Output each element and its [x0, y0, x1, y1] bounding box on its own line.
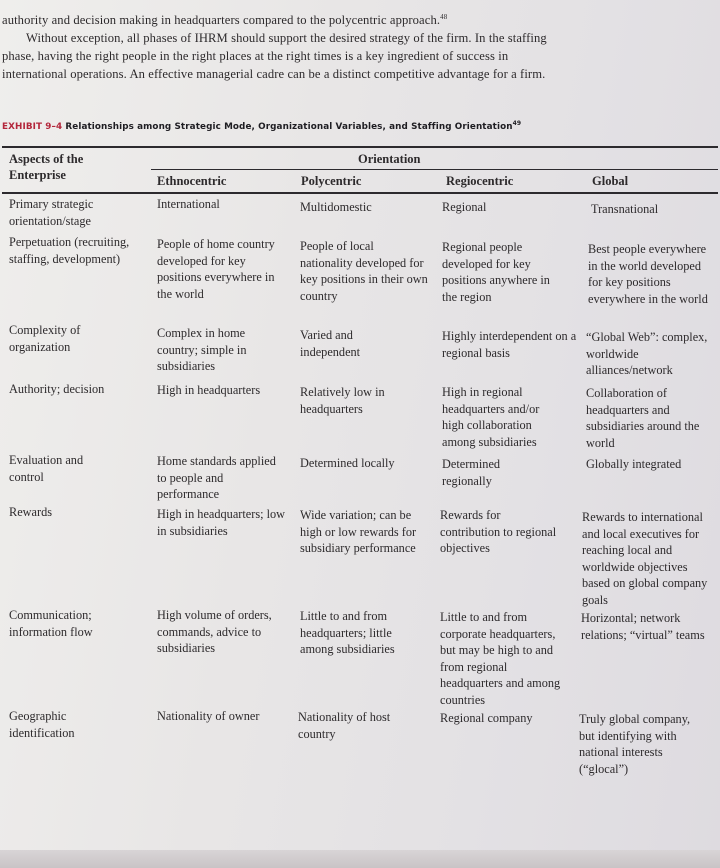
table-cell: Transnational [591, 202, 659, 216]
intro-line-1: authority and decision making in headquarters compared to the polycentric approach.$^{48}$ [2, 13, 448, 28]
table-cell: Complex in home country; simple in subsidiaries [157, 326, 247, 373]
table-cell: People of local nationality developed for key positions in their own country [300, 239, 428, 303]
table-cell: Nationality of owner [157, 709, 260, 723]
row-aspect: Primary strategic orientation/stage [9, 197, 94, 228]
footnote-48: 48 [440, 13, 448, 21]
table-cell: Collaboration of headquarters and subsidiaries around the world [586, 386, 700, 450]
table-cell: International [157, 197, 220, 211]
intro-text [2, 8, 562, 83]
table-cell: High volume of orders, commands, advice to subsidiaries [157, 608, 272, 655]
exhibit-title: Relationships among Strategic Mode, Organizational Variables, and Staffing Orientation [65, 121, 513, 132]
table-header-rule [2, 192, 718, 194]
row-aspect: Complexity of organization [9, 323, 81, 354]
table-cell: High in headquarters [157, 383, 261, 397]
row-aspect: Perpetuation (recruiting, staffing, development) [9, 235, 130, 266]
table-cell: High in regional headquarters and/or high collaboration among subsidiaries [442, 385, 540, 449]
column-header-polycentric: Polycentric [301, 174, 362, 188]
table-cell: Truly global company, but identifying with national interests (“glocal”) [579, 712, 691, 776]
table-cell: Wide variation; can be high or low rewards for subsidiary performance [300, 508, 417, 555]
exhibit-number: EXHIBIT 9–4 [2, 121, 63, 132]
table-cell: Determined regionally [442, 457, 501, 488]
intro-paragraph-2: Without exception, all phases of IHRM should support the desired strategy of the firm. In the staffing phase, having the right people in the right places at the right times is a key ingredient of success in international operations. An effective managerial cadre can be a distinct competitive advantage for a firm. [2, 31, 547, 82]
table-cell: Nationality of host country [298, 710, 391, 741]
table-cell: “Global Web”: complex, worldwide alliances/network [586, 330, 708, 377]
orientation-rule [151, 169, 718, 170]
row-aspect: Evaluation and control [9, 453, 84, 484]
table-cell: Little to and from corporate headquarters, but may be high to and from regional headquarters and among countries [440, 610, 561, 707]
table-cell: Regional people developed for key positions anywhere in the region [442, 240, 550, 304]
row-aspect: Authority; decision [9, 382, 105, 396]
table-cell: Rewards for contribution to regional objectives [440, 508, 557, 555]
row-aspect: Rewards [9, 505, 53, 519]
orientation-header: Orientation [358, 152, 421, 166]
table-cell: Multidomestic [300, 200, 372, 214]
column-header-regiocentric: Regiocentric [446, 174, 514, 188]
corner-header: Aspects of the Enterprise [9, 152, 84, 182]
table-cell: Best people everywhere in the world developed for key positions everywhere in the world [588, 242, 708, 306]
table-cell: High in headquarters; low in subsidiaries [157, 507, 286, 538]
table-cell: Varied and independent [300, 328, 361, 359]
table-cell: Rewards to international and local executives for reaching local and worldwide objectives based on global company goals [582, 510, 708, 607]
row-aspect: Communication; information flow [9, 608, 93, 639]
table-cell: Highly interdependent on a regional basis [442, 329, 577, 360]
column-header-global: Global [592, 174, 629, 188]
table-cell: People of home country developed for key positions everywhere in the world [157, 237, 275, 301]
table-cell: Home standards applied to people and performance [157, 454, 276, 501]
column-header-ethnocentric: Ethnocentric [157, 174, 227, 188]
table-cell: Relatively low in headquarters [300, 385, 385, 416]
table-cell: Globally integrated [586, 457, 682, 471]
table-cell: Horizontal; network relations; “virtual” teams [581, 611, 705, 642]
exhibit-caption [2, 120, 702, 132]
table-cell: Regional [442, 200, 487, 214]
page-bottom-edge [0, 850, 720, 868]
table-cell: Determined locally [300, 456, 395, 470]
table-cell: Little to and from headquarters; little among subsidiaries [300, 609, 395, 656]
table-top-rule [2, 146, 718, 148]
table-cell: Regional company [440, 711, 533, 725]
row-aspect: Geographic identification [9, 709, 75, 740]
footnote-49: 49 [512, 120, 522, 127]
